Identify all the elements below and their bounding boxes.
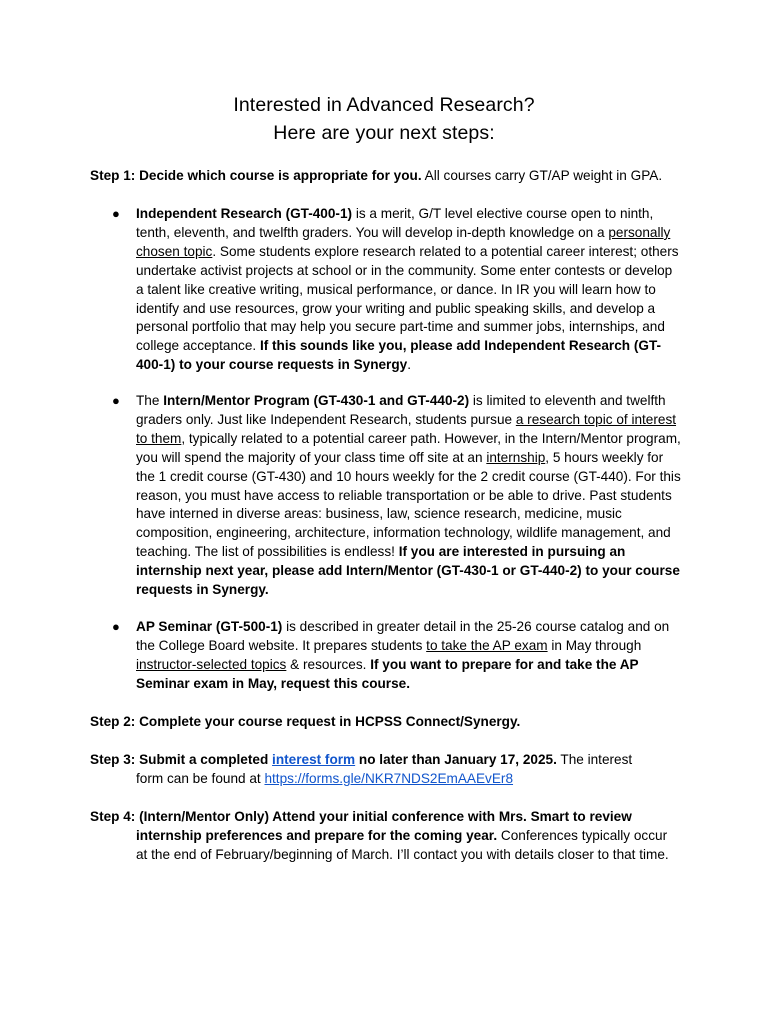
course-name: Intern/Mentor Program (GT-430-1 and GT-440-2) <box>163 393 470 408</box>
bullet-text: . <box>407 357 411 373</box>
page-title: Interested in Advanced Research? <box>233 94 535 116</box>
bullet-text: , typically related to a potential career path. However, in the Intern/Mentor program, you will spend the majority of your class time off site at an <box>136 430 681 465</box>
step-3-text: The interest <box>556 752 633 767</box>
step-3-label: Step 3: Submit a completed <box>90 752 273 767</box>
underlined-phrase: personally chosen topic <box>136 224 671 259</box>
step-3 <box>90 750 690 788</box>
bullet-icon: ● <box>112 393 120 408</box>
interest-form-link[interactable]: interest form <box>272 752 356 767</box>
bullet-intern-mentor <box>136 392 681 600</box>
step-3-text: form can be found at <box>136 771 265 786</box>
step-4-label: Step 4: (Intern/Mentor Only) Attend your initial conference with Mrs. Smart to review <box>90 809 632 824</box>
bullet-ap-seminar <box>136 618 681 694</box>
bullet-text: is described in greater detail in the 25-26 course catalog and on the College Board website. It prepares students <box>136 619 670 653</box>
bullet-independent-research <box>136 205 681 375</box>
underlined-phrase: internship <box>486 449 546 465</box>
step-1 <box>90 166 690 185</box>
bullet-icon: ● <box>112 206 120 221</box>
bullet-icon: ● <box>112 619 120 634</box>
underlined-phrase: a research topic of interest to them <box>136 411 677 446</box>
step-2-label: Step 2: Complete your course request in HCPSS Connect/Synergy. <box>90 714 521 729</box>
underlined-phrase: instructor-selected topics <box>136 656 287 672</box>
call-to-action: If you are interested in pursuing an internship next year, please add Intern/Mentor (GT-430-1 or GT-440-2) to your course requests in Synergy. <box>136 544 680 598</box>
bullet-text: & resources. <box>286 656 371 672</box>
step-1-label: Step 1: Decide which course is appropriate for you. <box>90 168 422 183</box>
bullet-text: in May through <box>547 637 642 653</box>
bullet-text: . Some students explore research related to a potential career interest; others undertake activist projects at school or in the community. Some enter contests or develop a talent like creative writing, musical performance, or dance. In IR you will learn how to identify and use resources, grow your writing and public speaking skills, and develop a personal portfolio that may help you secure part-time and summer jobs, internships, and college acceptance. <box>136 243 679 354</box>
step-2 <box>90 712 690 731</box>
step-4 <box>90 807 710 864</box>
course-name: Independent Research (GT-400-1) <box>136 206 353 221</box>
step-4-text: Conferences typically occur <box>497 828 668 843</box>
page-subtitle: Here are your next steps: <box>273 122 495 144</box>
step-4-text: at the end of February/beginning of March. I’ll contact you with details closer to that time. <box>136 847 669 862</box>
call-to-action: If this sounds like you, please add Independent Research (GT-400-1) to your course requests in Synergy <box>136 338 662 373</box>
bullet-text: The <box>136 393 164 408</box>
course-name: AP Seminar (GT-500-1) <box>136 619 283 634</box>
bullet-text: , 5 hours weekly for the 1 credit course (GT-430) and 10 hours weekly for the 2 credit course (GT-440). For this reason, you must have access to reliable transportation or be able to drive. Past students have interned in diverse areas: business, law, science research, medicine, music composition, engineering, architecture, information technology, wildlife management, and teaching. The list of possibilities is endless! <box>136 449 681 560</box>
step-3-deadline: no later than January 17, 2025. <box>355 752 557 767</box>
step-1-text: All courses carry GT/AP weight in GPA. <box>421 168 663 183</box>
bullet-text: is a merit, G/T level elective course open to ninth, tenth, eleventh, and twelfth graders. You will develop in-depth knowledge on a <box>136 206 654 240</box>
step-4-label-cont: internship preferences and prepare for the coming year. <box>136 828 498 843</box>
underlined-phrase: to take the AP exam <box>426 637 548 653</box>
bullet-text: is limited to eleventh and twelfth graders only. Just like Independent Research, students pursue <box>136 393 666 427</box>
form-url-link[interactable]: https://forms.gle/NKR7NDS2EmAAEvEr8 <box>264 771 514 786</box>
call-to-action: If you want to prepare for and take the AP Seminar exam in May, request this course. <box>136 656 639 691</box>
